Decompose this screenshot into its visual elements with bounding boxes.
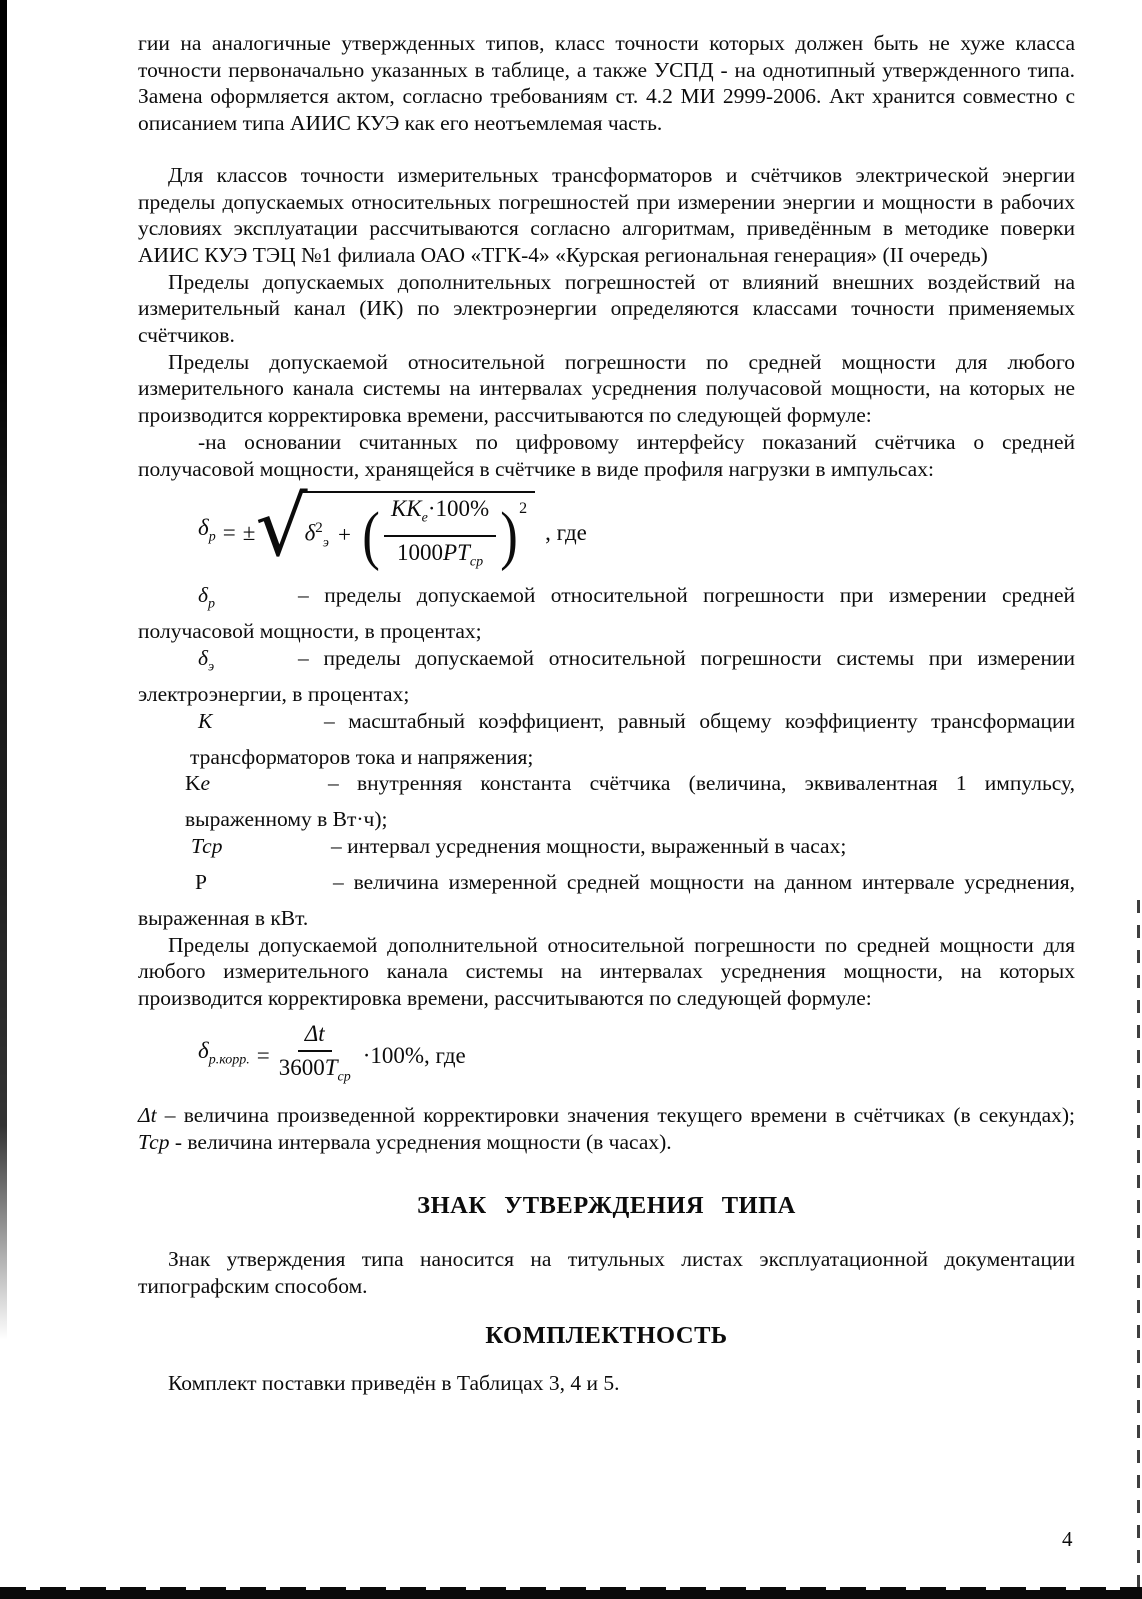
paragraph-type-approval-mark: Знак утверждения типа наносится на титульных листах эксплуатационной документации типографским способом. (138, 1246, 1075, 1298)
definition-delta-p: $\delta_p$ – пределы допускаемой относительной погрешности при измерении средней получасовой мощности, в процентах; (138, 583, 1076, 644)
formula2-lhs: $\delta_{р.корр.}$ (198, 1037, 250, 1068)
formula-time-correction-error (198, 1018, 1075, 1094)
heading-completeness: КОМПЛЕКТНОСТЬ (485, 1322, 728, 1350)
formula-tail: , где (545, 519, 587, 545)
definition-p-power: Р – величина измеренной средней мощности на данном интервале усреднения, выраженная в кВт. (138, 870, 1076, 931)
fraction-numerator: $KK_e\cdot 100\%$ (384, 496, 496, 537)
paragraph-accuracy-classes: Для классов точности измерительных трансформаторов и счётчиков электрической энергии пределы допускаемых относительных погрешностей при измерении энергии и мощности в рабочих условиях эксплуатации рассчитываются согласно алгоритмам, приведённым в методике поверки АИИС КУЭ ТЭЦ №1 филиала ОАО «ТГК-4» «Курская региональная генерация» (II очередь) (138, 162, 1075, 267)
paragraph-interface-readings: -на основании считанных по цифровому интерфейсу показаний счётчика о средней получасовой мощности, хранящейся в счётчике в виде профиля нагрузки в импульсах: (138, 429, 1075, 481)
paragraph-delivery-set: Комплект поставки приведён в Таблицах 3, 4 и 5. (168, 1371, 620, 1396)
fraction (384, 496, 496, 575)
page-number: 4 (1062, 1527, 1073, 1551)
definition-t-interval: Тср – интервал усреднения мощности, выраженный в часах; (191, 834, 847, 859)
paragraph-corrected-error-rule: Пределы допускаемой дополнительной относительной погрешности по средней мощности для любого измерительного канала системы на интервалах усреднения мощности, на которых производится корректировка времени, рассчитываются по следующей формуле: (138, 932, 1075, 1011)
equals-sign: = (222, 519, 236, 545)
fraction-numerator: Δt (298, 1021, 332, 1052)
document-body (138, 30, 1075, 1397)
fraction-denominator: $1000PT_{ср}$ (397, 539, 484, 570)
plus-minus-sign: ± (242, 519, 256, 545)
definition-delta-e: $\delta_э$ – пределы допускаемой относительной погрешности системы при измерении электроэнергии, в процентах; (138, 645, 1075, 706)
delta-squared-term: $\delta^2_э$ (304, 519, 329, 551)
definition-ke-constant: Kе – внутренняя константа счётчика (величина, эквивалентная 1 импульсу, выраженному в Вт·ч); (185, 771, 1075, 832)
paragraph-delta-t-note: Δt – величина произведенной корректировки значения текущего времени в счётчиках (в секундах); Тср - величина интервала усреднения мощности (в часах). (138, 1102, 1075, 1154)
fraction-denominator: $3600Т_{ср}$ (278, 1055, 351, 1085)
formula-tail: ·100%, где (362, 1042, 466, 1068)
radical-sign: √ (255, 480, 308, 576)
paragraph-continuation-type-replacement: гии на аналогичные утвержденных типов, класс точности которых должен быть не хуже класса точности первоначально указанных в таблице, а также УСПД - на однотипный утвержденного типа. Замена оформляется актом, согласно требованиям ст. 4.2 МИ 2999-2006. Акт хранится совместно с описанием типа АИИС КУЭ как его неотъемлемая часть. (138, 31, 1075, 136)
definition-k-coefficient: К – масштабный коэффициент, равный общему коэффициенту трансформации трансформаторов тока и напряжения; (190, 708, 1076, 769)
fraction (279, 1021, 351, 1091)
paragraph-additional-errors: Пределы допускаемых дополнительных погрешностей от влияний внешних воздействий на измерительный канал (ИК) по электроэнергии определяются классами точности применяемых счётчиков. (138, 269, 1075, 348)
formula-average-power-error (198, 480, 1075, 576)
formula1-lhs: $\delta_p$ (198, 515, 216, 545)
scan-artifact-left-bar (0, 0, 7, 1340)
heading-type-approval-mark: ЗНАК УТВЕРЖДЕНИЯ ТИПА (417, 1192, 796, 1220)
paragraph-relative-error-rule: Пределы допускаемой относительной погрешности по средней мощности для любого измерительного канала системы на интервалах усреднения получасовой мощности, на которых не производится корректировка времени, рассчитываются по следующей формуле: (138, 349, 1075, 428)
power-exponent: 2 (519, 500, 528, 518)
equals-sign: = (256, 1042, 270, 1068)
plus-sign: + (337, 522, 351, 548)
scan-artifact-bottom-bar (0, 1590, 1142, 1599)
square-root: √ $\delta^2_э$ + ( $\frac{KK_e\cdot 100\%}{1000PT_{ср}}$ ) $^2$ (255, 491, 535, 575)
scan-artifact-right-dashes (1137, 900, 1140, 1593)
